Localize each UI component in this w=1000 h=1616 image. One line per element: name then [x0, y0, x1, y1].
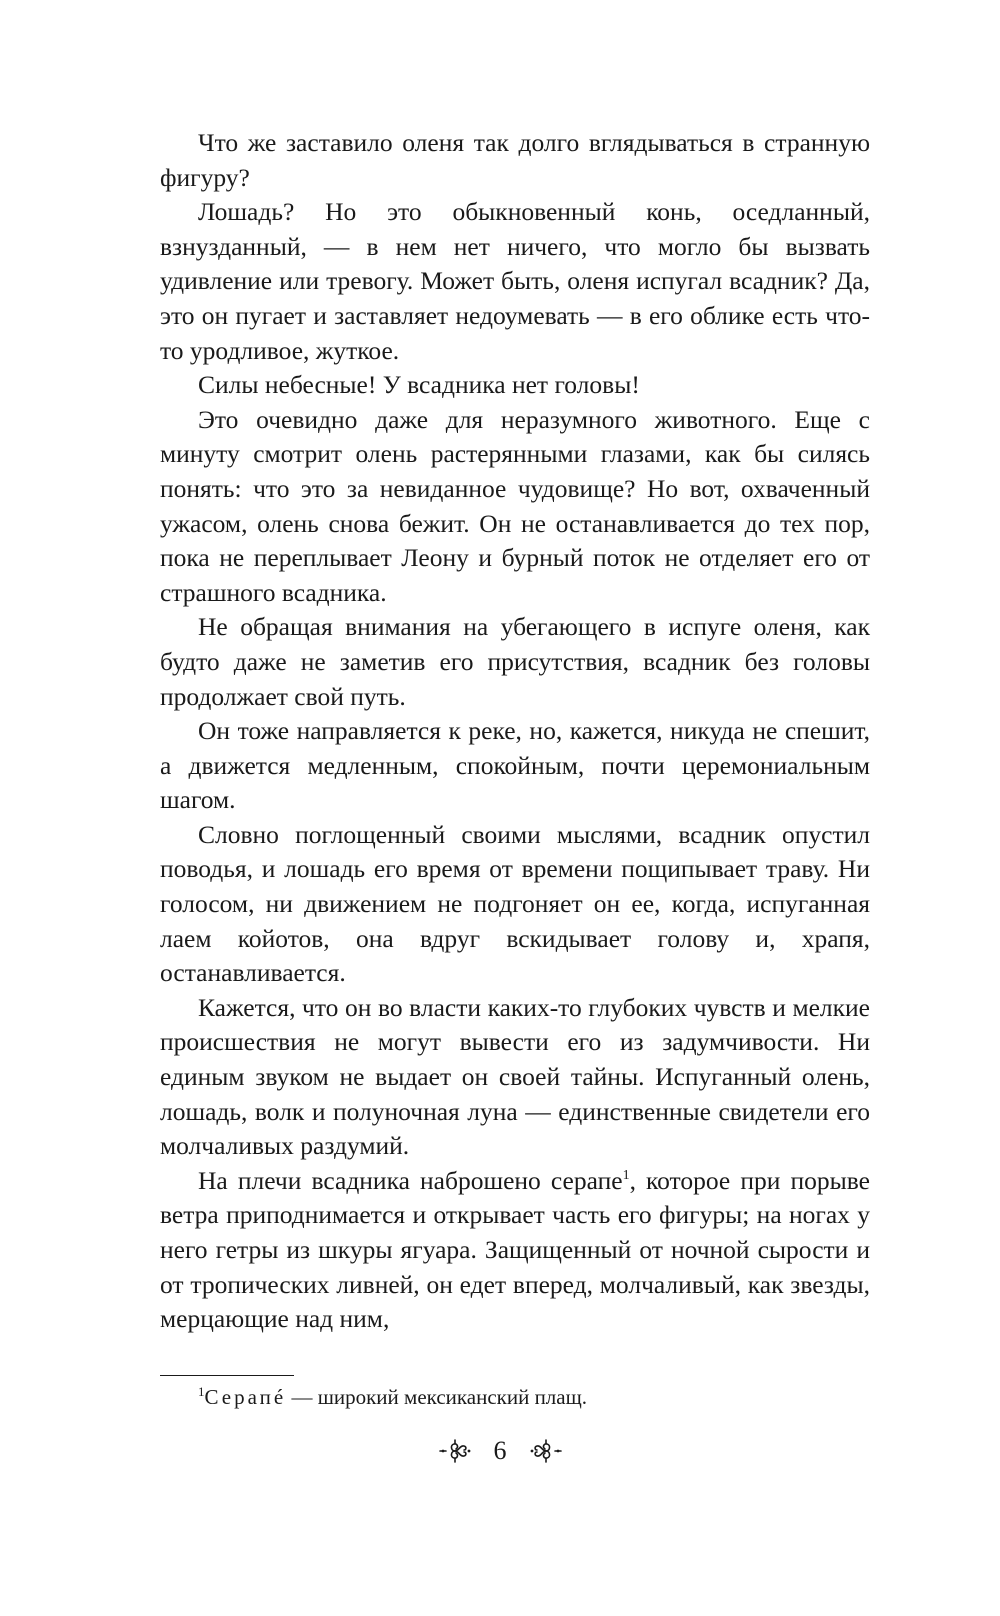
paragraph-4: Это очевидно даже для неразумного животного. Еще с минуту смотрит олень растерянными глазами, как бы силясь понять: что это за невиданное чудовище? Но вот, охваченный ужасом, олень снова бежит. Он не останавливается до тех пор, пока не переплывает Леону и бурный поток не отделяет его от страшного всадника. — [160, 404, 870, 607]
paragraph-9 — [160, 1164, 870, 1337]
paragraph-3: Силы небесные! У всадника нет головы! — [198, 370, 640, 400]
paragraph-6: Он тоже направляется к реке, но, кажется, никуда не спешит, а движется медленным, спокойным, почти церемониальным шагом. — [160, 716, 870, 815]
footnote-term: Серапé — [204, 1385, 287, 1409]
paragraph-9-start: На плечи всадника наброшено серапе — [198, 1165, 623, 1195]
paragraph-8: Кажется, что он во власти каких-то глубоких чувств и мелкие происшествия не могут вывести его из задумчивости. Ни единым звуком не выдает он своей тайны. Испуганный олень, лошадь, волк и полуночная луна — единственные свидетели его молчаливых раздумий. — [160, 992, 870, 1161]
footnote-definition: — широкий мексиканский плащ. — [286, 1385, 588, 1409]
footnote-separator — [160, 1375, 294, 1376]
paragraph-1: Что же заставило оленя так долго вглядываться в странную фигуру? — [160, 128, 870, 192]
footnote-reference[interactable]: 1 — [622, 1167, 630, 1183]
page-body — [160, 126, 870, 1337]
page-folio — [0, 1431, 1000, 1471]
paragraph-7: Словно поглощенный своими мыслями, всадник опустил поводья, и лошадь его время от времени пощипывает траву. Ни голосом, ни движением не подгоняет он ее, когда, испуганная лаем койотов, она вдруг вскидывает голову и, храпя, останавливается. — [160, 819, 870, 988]
footnote-mark: 1 — [198, 1384, 205, 1399]
paragraph-2: Лошадь? Но это обыкновенный конь, оседланный, взнузданный, — в нем нет ничего, что могло бы вызвать удивление или тревогу. Может быть, оленя испугал всадник? Да, это он пугает и заставляет недоумевать — в его облике есть что-то уродливое, жуткое. — [160, 197, 870, 365]
paragraph-9-end: , которое при порыве ветра приподнимается и открывает часть его фигуры; на ногах у него гетры из шкуры ягуара. Защищенный от ночной сырости и от тропических ливней, он едет вперед, молчаливый, как звезды, мерцающие над ним, — [160, 1165, 870, 1334]
footnote — [198, 1383, 870, 1411]
page-number: 6 — [493, 1436, 507, 1465]
main-text — [160, 126, 870, 1337]
left-ornament-icon — [438, 1438, 472, 1464]
paragraph-5: Не обращая внимания на убегающего в испуге оленя, как будто даже не заметив его присутствия, всадник без головы продолжает свой путь. — [160, 612, 870, 711]
right-ornament-icon — [529, 1438, 563, 1464]
